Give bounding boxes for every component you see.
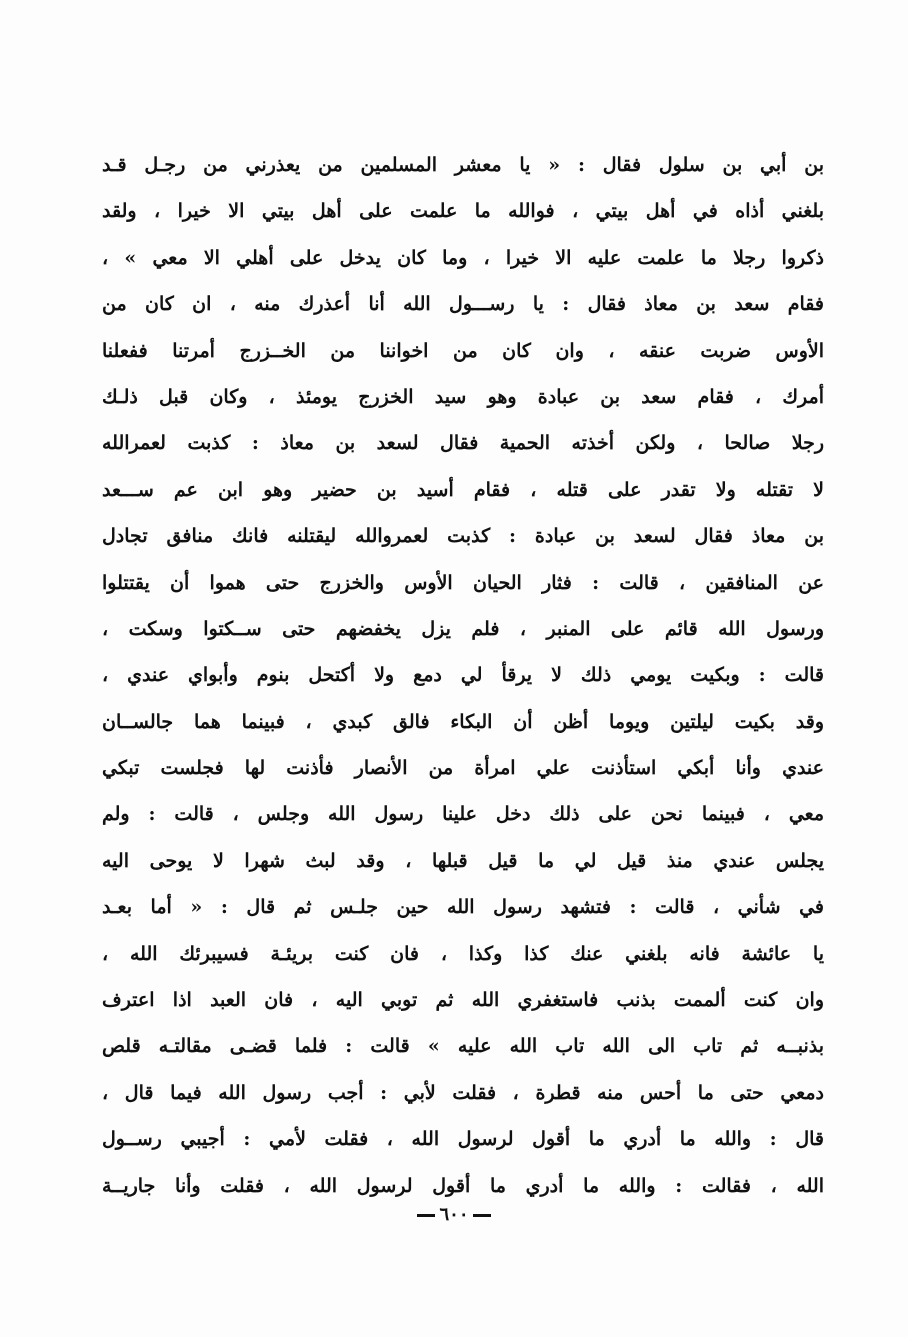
text-line: قالت : وبكيت يومي ذلك لا يرقأ لي دمع ولا أكتحل بنوم وأبواي عندي ،	[102, 664, 824, 687]
text-line: في شأني ، قالت : فتشهد رسول الله حين جلـس ثم قال : « أما بعـد	[102, 896, 824, 919]
text-line: دمعي حتى ما أحس منه قطرة ، فقلت لأبي : أجب رسول الله فيما قال ،	[102, 1081, 824, 1104]
text-line: عندي وأنا أبكي استأذنت علي امرأة من الأنصار فأذنت لها فجلست تبكي	[102, 757, 824, 780]
text-line: ذكروا رجلا ما علمت عليه الا خيرا ، وما كان يدخل على أهلي الا معي » ،	[102, 246, 824, 269]
text-line: معي ، فبينما نحن على ذلك دخل علينا رسول الله وجلس ، قالت : ولم	[102, 803, 824, 826]
page-number-dash-right	[473, 1214, 491, 1217]
body-text	[102, 142, 824, 1209]
text-line: بن معاذ فقال لسعد بن عبادة : كذبت لعمروالله ليقتلنه فانك منافق تجادل	[102, 525, 824, 548]
text-line: يا عائشة فانه بلغني عنك كذا وكذا ، فان كنت بريئـة فسيبرئك الله ،	[102, 942, 824, 965]
page-number-value: ٦٠٠	[439, 1204, 469, 1225]
text-line: أمرك ، فقام سعد بن عبادة وهو سيد الخزرج يومئذ ، وكان قبل ذلـك	[102, 385, 824, 408]
text-line: قال : والله ما أدري ما أقول لرسول الله ، فقلت لأمي : أجيبي رســول	[102, 1128, 824, 1151]
page-number	[0, 1204, 908, 1225]
text-line: فقام سعد بن معاذ فقال : يا رســـول الله أنا أعذرك منه ، ان كان من	[102, 293, 824, 316]
text-line: بذنبــه ثم تاب الى الله تاب الله عليه » قالت : فلما قضـى مقالتـه قلص	[102, 1035, 824, 1058]
page-number-dash-left	[417, 1214, 435, 1217]
text-line: ورسول الله قائم على المنبر ، فلم يزل يخفضهم حتى ســكتوا وسكت ،	[102, 617, 824, 640]
text-line: وقد بكيت ليلتين ويوما أظن أن البكاء فالق كبدي ، فبينما هما جالســان	[102, 710, 824, 733]
text-line: بن أبي بن سلول فقال : « يا معشر المسلمين من يعذرني من رجـل قـد	[102, 154, 824, 176]
text-line: الأوس ضربت عنقه ، وان كان من اخواننا من الخــزرج أمرتنا ففعلنا	[102, 339, 824, 362]
text-line: الله ، فقالت : والله ما أدري ما أقول لرسول الله ، فقلت وأنا جاريــة	[102, 1174, 824, 1197]
text-line: يجلس عندي منذ قيل لي ما قيل قبلها ، وقد لبث شهرا لا يوحى اليه	[102, 849, 824, 872]
text-line: وان كنت ألممت بذنب فاستغفري الله ثم توبي اليه ، فان العبد اذا اعترف	[102, 989, 824, 1012]
text-line: لا تقتله ولا تقدر على قتله ، فقام أسيد بن حضير وهو ابن عم ســـعد	[102, 478, 824, 501]
text-line: بلغني أذاه في أهل بيتي ، فوالله ما علمت على أهل بيتي الا خيرا ، ولقد	[102, 200, 824, 223]
text-line: عن المنافقين ، قالت : فثار الحيان الأوس والخزرج حتى هموا أن يقتتلوا	[102, 571, 824, 594]
text-line: رجلا صالحا ، ولكن أخذته الحمية فقال لسعد بن معاذ : كذبت لعمرالله	[102, 432, 824, 455]
